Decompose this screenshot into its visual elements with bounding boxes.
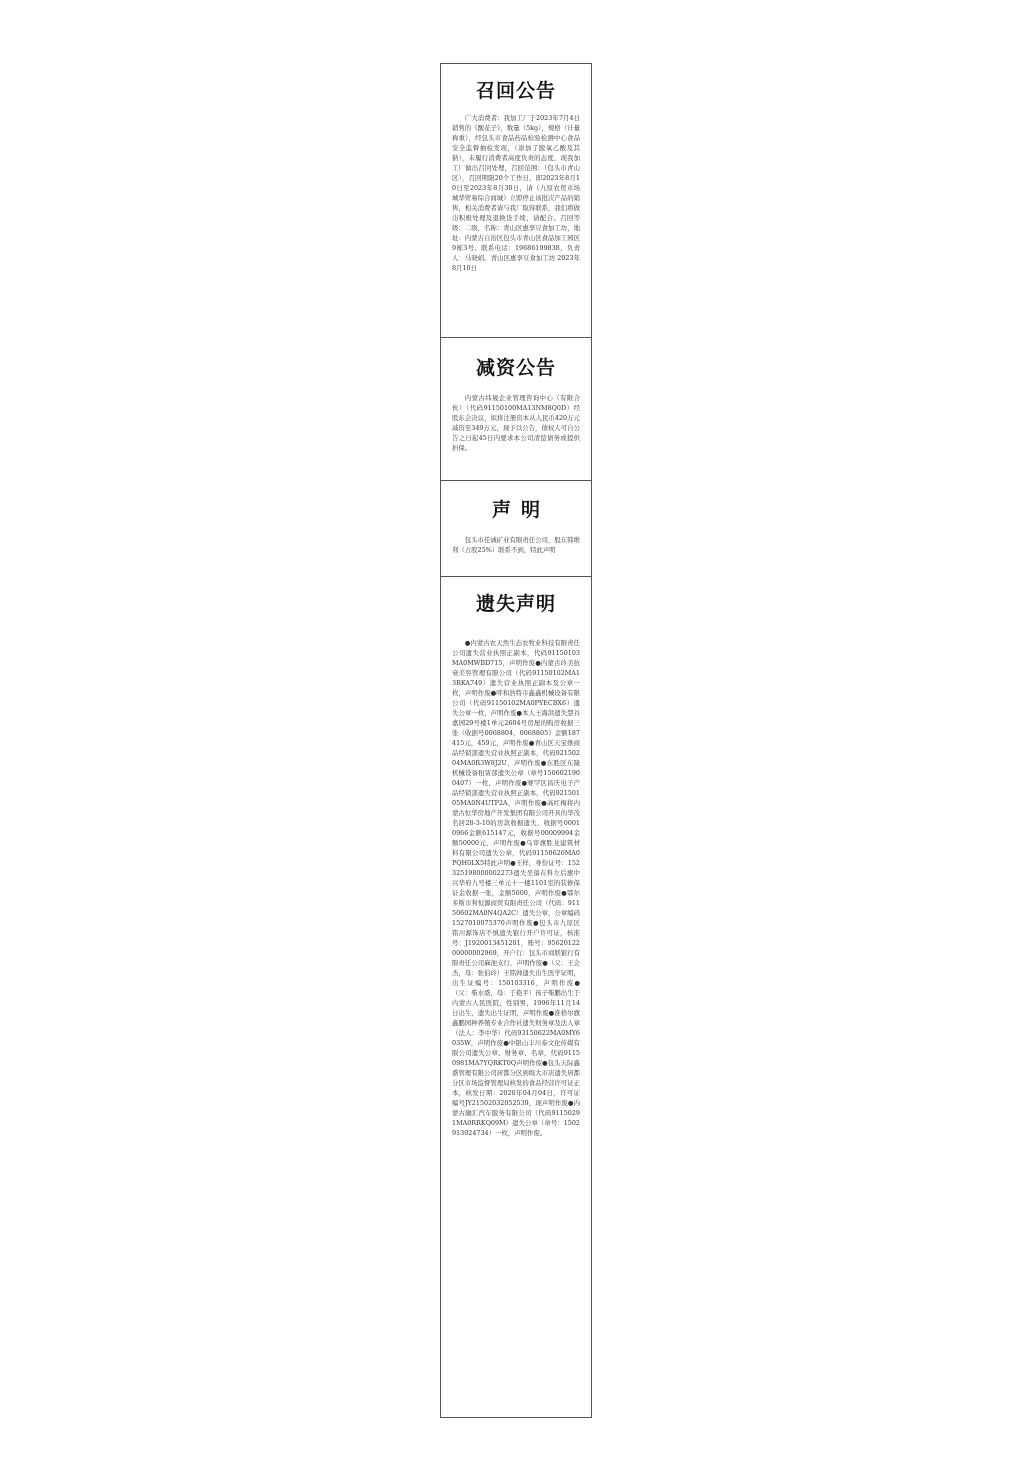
recall-notice-title: 召回公告 xyxy=(475,80,556,102)
lost-items-notice xyxy=(441,577,591,1417)
capital-reduction-notice-body: 内蒙古纬晟企业管理咨询中心（有限合伙）（代码91150100MA13NM8Q0D）经股东会决议，拟将注册资本从人民币420万元减资至349万元，现予以公告，债权人可自公告之日起45日内要求本公司清偿债务或提供担保。 xyxy=(452,394,580,452)
capital-reduction-notice-title: 减资公告 xyxy=(475,357,556,379)
recall-notice-body: 广大消费者：我加工厂于2023年7月4日销售的《酸花子》，数量（5kg），规格（计量称重），经包头市食品药品检验检测中心食品安全监督抽检发现，（添加了脱氧乙酸及其钠），未履行消费者高度负责的态度，现我加工厂做出召回处理，召回范围：（包头市青山区），召回期限20个工作日，即2023年8月10日至2023年8月30日，请（九原农贸市场城华贸易综合商城）立即停止该批次产品的销售，相关消费者请与我厂取得联系，我们将做出积极处理及退换货手续，请配合。召回等级：二级，名称：青山区惠享豆食加工坊，地址：内蒙古自治区包头市青山区食品加工园区9栋3号。联系电话：19686199838，负责人：马晓娟。青山区惠享豆食加工坊 2023年8月10日 xyxy=(452,114,580,272)
lost-items-notice-body: ●内蒙古农天然生态农牧业科技有限责任公司遗失营业执照正副本，代码91150103MA0MWBD715，声明作废●内蒙古玲美抗衰美容管理有限公司（代码91150102MA13RKA749）遗失营业执照正副本及公章一枚，声明作废●呼和浩特市鑫鑫机械设备有限公司（代码91150102MA0PYECBX6）遗失公章一枚，声明作废●本人王海洪遗失慧谷嘉园29号楼1单元2604号房屋的购房收据三张（收据号0068804，0068805）金额187415元，459元，声明作废●青山区天宝维商品经销部遗失营业执照正副本，代码92150204MA0R3W8J2U，声明作废●东胜区东隆机械设备租赁部遗失公章（章号1506021900407）一枚，声明作废●赛罕区昌庆电子产品经销部遗失营业执照正副本，代码92150105MA0N4UTP2A，声明作废●高红梅将内蒙古恒华房地产开发集团有限公司开具的华茂名居28-3-10的房款收据遗失，收据号00010966金额615147元，收据号00009994金额50000元，声明作废●乌审旗胜龙建筑材料有限公司遗失公章，代码91150626MA0PQH0LX5特此声明●王样，身份证号：152325198000002273遗失坐落在科左后旗中兴华府九号楼三单元十一楼1101室的装修保证金收据一张，金额5000，声明作废●鄂尔多斯市利恒源商贸有限责任公司（代码：91150602MA0N4QA2C）遗失公章，公章编码1527010075370声明作废●包头市九原区铭川源饰店不慎遗失银行开户许可证，核准号：J1920013451201，账号：9562012200000002969，开户行：包头市商联银行有限责任公司麻池支行，声明作废●（父：王会杰，母：张伯玲）王铭帅遗失出生医学证明，出生证编号：150103316，声明作废●（父：柴水盛，母：于艳平）孩子柴鹏出生于内蒙古人民医院，性别男，1996年11月14日出生，遗失出生证明，声明作废●准格尔旗鑫鹏园种养殖专业合作社遗失财务章及法人章（法人：李中华）代码93150622MA0MY6035W，声明作废●中银山丰川泰文化传媒有限公司遗失公章、财务章、名章，代码91150981MA7YQRKT0Q声明作废●包头天际鑫盛管理有限公司居都分区到缤大市店遗失居都分区市场监督管理局核发的食品经营许可证正本，核发日期：2020年04月04日，许可证编号JY21502032052539，现声明作废●内蒙古融汇汽车服务有限公司（代码91150291MA0RRKQ09M）遗失公章（章号：1502913024734）一枚，声明作废。 xyxy=(452,639,580,1137)
recall-notice xyxy=(441,64,591,338)
newspaper-notice-column xyxy=(440,63,592,1418)
lost-items-notice-title: 遗失声明 xyxy=(475,593,556,615)
capital-reduction-notice xyxy=(441,338,591,481)
statement-notice-title: 声明 xyxy=(491,499,550,521)
statement-notice xyxy=(441,481,591,577)
statement-notice-body: 包头市佳诚矿业有限责任公司，股东韩维利（占股25%）联系不到，特此声明 xyxy=(452,536,580,554)
